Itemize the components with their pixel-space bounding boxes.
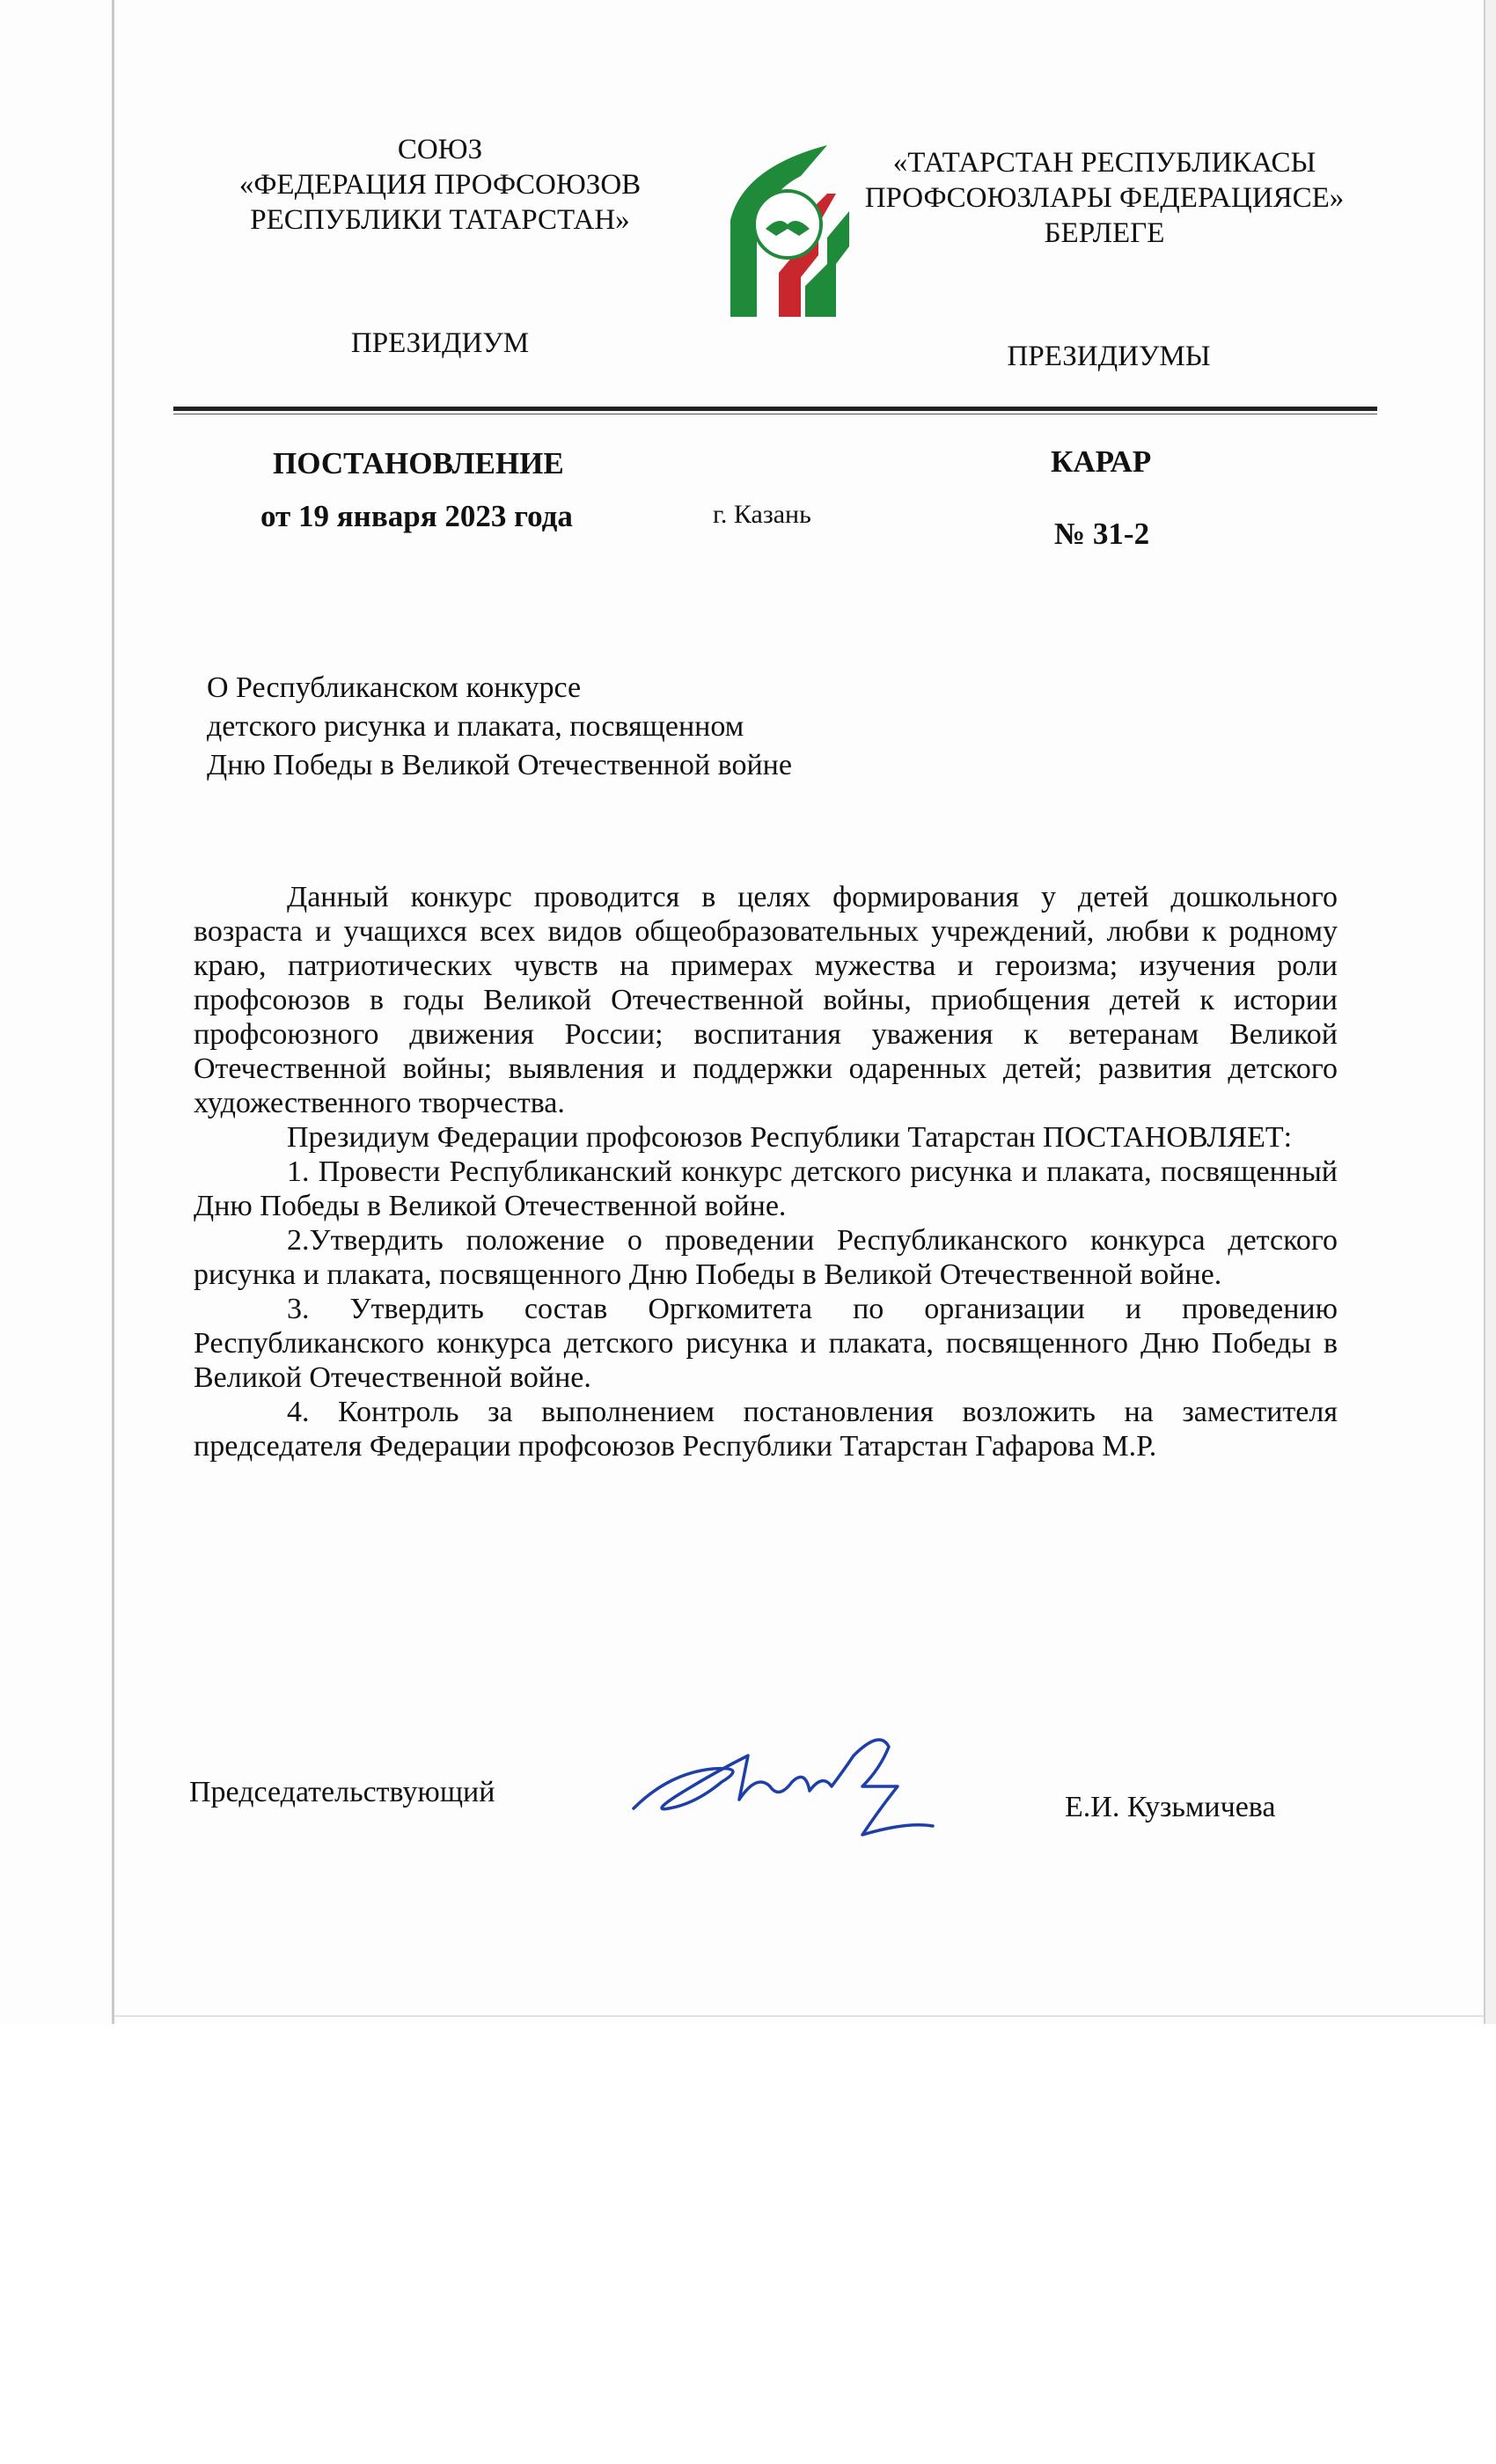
org-line: «ТАТАРСТАН РЕСПУБЛИКАСЫ: [892, 147, 1316, 179]
header-divider: [173, 407, 1377, 411]
org-line: БЕРЛЕГЕ: [1044, 217, 1165, 249]
page-edge-left: [112, 0, 114, 2024]
org-name-tatar: [840, 145, 1368, 251]
org-line: «ФЕДЕРАЦИЯ ПРОФСОЮЗОВ: [238, 169, 642, 201]
document-number: № 31-2: [1054, 517, 1150, 551]
document-body: [194, 880, 1338, 1463]
signatory-role: Председательствующий: [189, 1776, 495, 1808]
subject-line: О Республиканском конкурсе: [207, 671, 582, 704]
body-paragraph: 2.Утвердить положение о проведении Республиканского конкурса детского рисунка и плаката, посвященного Дню Победы в Великой Отечественной войне.: [194, 1224, 1338, 1291]
org-line: СОЮЗ: [397, 134, 483, 165]
org-line: РЕСПУБЛИКИ ТАТАРСТАН»: [250, 204, 630, 236]
document-subject: [207, 669, 792, 785]
body-paragraph: Данный конкурс проводится в целях формирования у детей дошкольного возраста и учащихся всех видов общеобразовательных учреждений, любви к родному краю, патриотических чувств на примерах мужества и героизма; изучения роли профсоюзов в годы Великой Отечественной войны, приобщения детей к истории профсоюзного движения России; воспитания уважения к ветеранам Великой Отечественной войны; выявления и поддержки одаренных детей; развития детского художественного творчества.: [194, 881, 1338, 1119]
presidium-label-russian: ПРЕЗИДИУМ: [350, 327, 530, 359]
presidium-label-tatar: ПРЕЗИДИУМЫ: [1007, 341, 1211, 372]
body-paragraph: 3. Утвердить состав Оргкомитета по организации и проведению Республиканского конкурса детского рисунка и плаката, посвященного Дню Победы в Великой Отечественной войне.: [194, 1293, 1338, 1394]
subject-line: детского рисунка и плаката, посвященном: [207, 710, 744, 743]
subject-line: Дню Победы в Великой Отечественной войне: [207, 749, 792, 781]
org-name-russian: [202, 132, 678, 238]
signatory-name: Е.И. Кузьмичева: [1065, 1791, 1276, 1823]
document-date: от 19 января 2023 года: [260, 499, 573, 533]
handwritten-signature: [616, 1720, 950, 1852]
page-edge-bottom: [114, 2015, 1484, 2017]
document-type-russian: ПОСТАНОВЛЕНИЕ: [273, 446, 564, 480]
body-paragraph: Президиум Федерации профсоюзов Республики Татарстан ПОСТАНОВЛЯЕТ:: [287, 1121, 1293, 1154]
page-edge-right: [1484, 0, 1496, 2024]
org-line: ПРОФСОЮЗЛАРЫ ФЕДЕРАЦИЯСЕ»: [864, 182, 1345, 214]
body-paragraph: 4. Контроль за выполнением постановления возложить на заместителя председателя Федерации профсоюзов Республики Татарстан Гафарова М.Р.: [194, 1396, 1338, 1463]
body-paragraph: 1. Провести Республиканский конкурс детского рисунка и плаката, посвященный Дню Победы в Великой Отечественной войне.: [194, 1155, 1338, 1222]
document-type-tatar: КАРАР: [1051, 444, 1152, 479]
document-city: г. Казань: [713, 500, 811, 529]
